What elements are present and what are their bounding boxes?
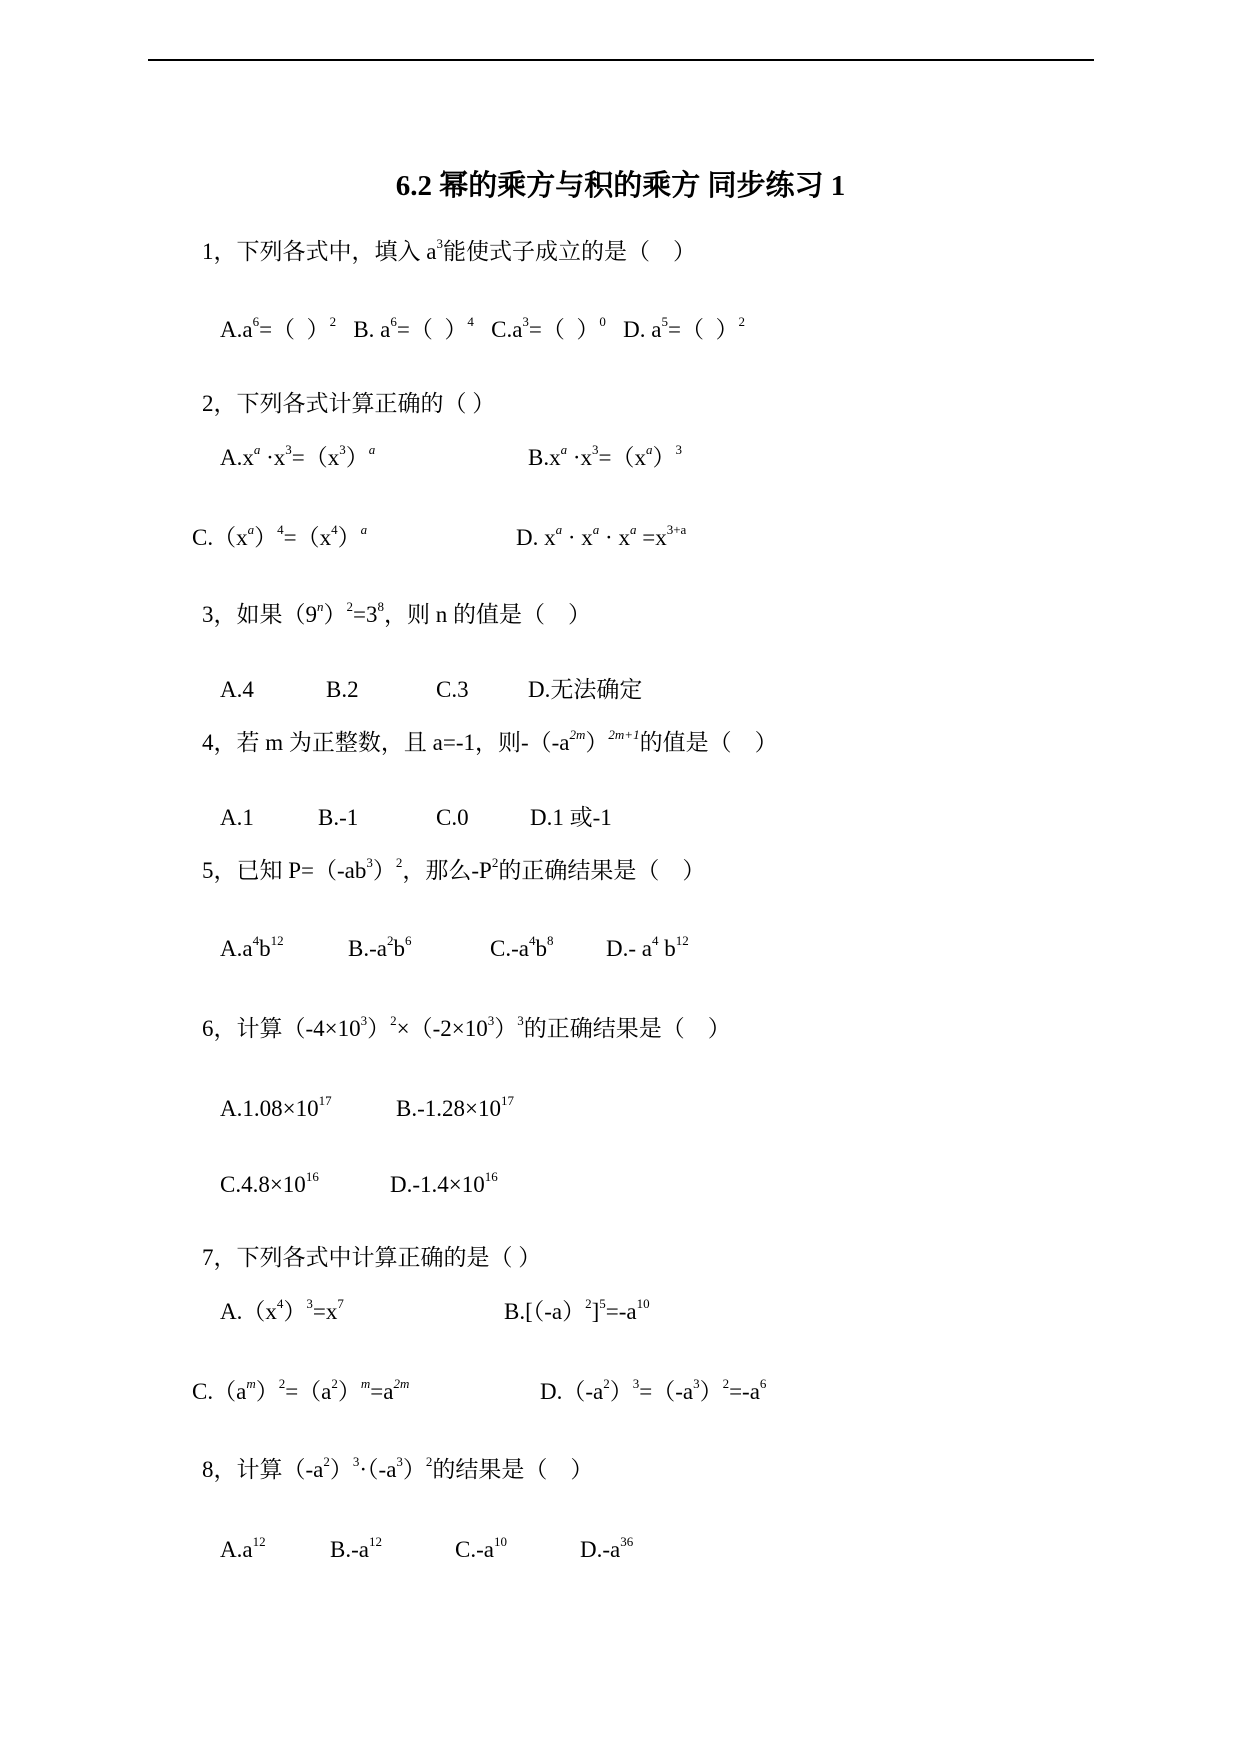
- question-4-option-d: D.1 或-1: [530, 805, 612, 830]
- question-6-option-a: $A.1.08\times 10^{17}$: [220, 1093, 332, 1121]
- question-8-option-a: $A.a^{12}$: [220, 1534, 266, 1562]
- question-8-option-c: $C.-a^{10}$: [455, 1534, 507, 1562]
- question-6-option-d: $D.-1.4\times 10^{16}$: [390, 1169, 498, 1197]
- question-2-option-d: D. $x^a \cdot x^a \cdot x^a =x^{3+a}$: [516, 522, 687, 550]
- question-4-option-b: B.-1: [318, 805, 359, 830]
- question-8-option-b: $B.-a^{12}$: [330, 1534, 382, 1562]
- question-5-option-c: $C.-a^4b^8$: [490, 933, 554, 961]
- question-8-stem: 8，计算$(-a^2)^3\cdot(-a^3)^2$的结果是（ ）: [202, 1454, 594, 1482]
- question-2-option-b: $B.x^a \cdot x^3=(x^a)^3$: [528, 442, 682, 470]
- question-5-option-b: $B.-a^2b^6$: [348, 933, 412, 961]
- question-7-option-b: $B.[(-a)^2]^5=-a^{10}$: [504, 1296, 650, 1324]
- question-3-option-c: C.3: [436, 677, 469, 702]
- question-1-options: $A.a^6=$（ ）$^2$ B. $a^6=$（ ）$^4$ $C.a^3=$（ ）$^0$ D. $a^5=$（ ）$^2$: [220, 314, 745, 342]
- question-8-option-d: $D.-a^{36}$: [580, 1534, 634, 1562]
- question-3-option-d: D.无法确定: [528, 677, 643, 702]
- question-5-stem: 5，已知 $P=(-ab^3)^2$，那么$-P^2$的正确结果是（ ）: [202, 855, 706, 883]
- header-rule: [148, 59, 1094, 61]
- question-3-option-b: B.2: [326, 677, 359, 702]
- question-2-option-c: $C.(x^a)^4=(x^4)^a$: [192, 522, 368, 550]
- question-2-option-a: $A.x^a \cdot x^3=(x^3)^a$: [220, 442, 376, 470]
- question-7-option-d: $D.(-a^2)^3=(-a^3)^2=-a^6$: [540, 1376, 767, 1404]
- question-4-option-c: C.0: [436, 805, 469, 830]
- question-3-stem: 3，如果$(9^n)^2=3^8$，则 n 的值是（ ）: [202, 599, 591, 627]
- question-7-stem: 7，下列各式中计算正确的是（ ）: [202, 1245, 542, 1270]
- question-3-option-a: A.4: [220, 677, 254, 702]
- question-1-stem: 1，下列各式中，填入 $a^3$能使式子成立的是（ ）: [202, 236, 696, 264]
- question-6-option-c: $C.4.8\times 10^{16}$: [220, 1169, 319, 1197]
- question-6-option-b: $B.-1.28\times 10^{17}$: [396, 1093, 514, 1121]
- question-7-option-c: $C.(a^m)^2=(a^2)^m=a^{2m}$: [192, 1376, 410, 1404]
- question-2-stem: 2，下列各式计算正确的（ ）: [202, 391, 496, 416]
- question-5-option-d: D.- $a^4$ $b^{12}$: [606, 933, 689, 961]
- question-4-option-a: A.1: [220, 805, 254, 830]
- page-title: 6.2 幂的乘方与积的乘方 同步练习 1: [395, 170, 846, 202]
- question-4-stem: 4，若 m 为正整数，且 a=-1，则$-(-a^{2m})^{2m+1}$的值是（ ）: [202, 727, 778, 755]
- question-5-option-a: $A.a^4b^{12}$: [220, 933, 284, 961]
- question-6-stem: 6，计算$(-4\times 10^3)^2\times(-2\times 10^3)^3$的正确结果是（ ）: [202, 1013, 731, 1041]
- question-7-option-a: $A.(x^4)^3=x^7$: [220, 1296, 344, 1324]
